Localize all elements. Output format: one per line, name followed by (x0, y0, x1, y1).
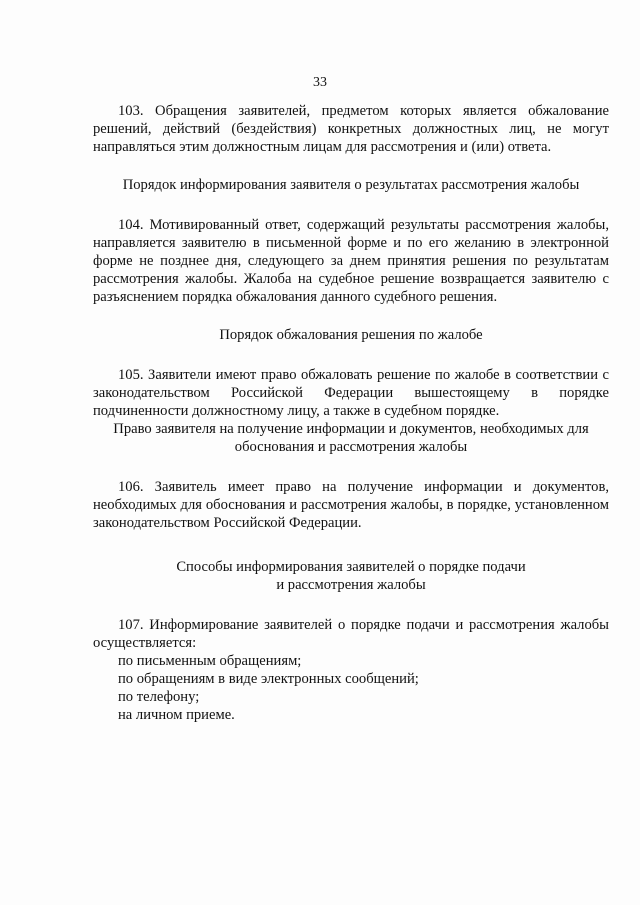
section-heading-informing-results: Порядок информирования заявителя о результатах рассмотрения жалобы (122, 177, 580, 193)
list-item: на личном приеме. (118, 707, 235, 723)
list-item: по телефону; (118, 689, 200, 705)
list-item: по письменным обращениям; (118, 653, 302, 669)
section-heading-line: и рассмотрения жалобы (276, 577, 426, 593)
paragraph-106: 106. Заявитель имеет право на получение информации и документов, необходимых для обоснования и рассмотрения жалобы, в порядке, установленном законодательством Российской Федерации. (93, 479, 609, 531)
section-heading-informing-methods (93, 558, 609, 594)
paragraph-103: 103. Обращения заявителей, предметом которых является обжалование решений, действий (бездействия) конкретных должностных лиц, не могут направляться этим должностным лицам для рассмотрения и (или) ответа. (93, 103, 609, 155)
list-item: по обращениям в виде электронных сообщений; (118, 671, 419, 687)
section-heading-appeal-decision: Порядок обжалования решения по жалобе (219, 327, 483, 343)
section-heading-right-to-information (93, 420, 609, 456)
section-heading-line: обоснования и рассмотрения жалобы (234, 439, 468, 455)
paragraph-107: 107. Информирование заявителей о порядке подачи и рассмотрения жалобы осуществляется: (93, 617, 609, 651)
section-heading-line: Способы информирования заявителей о порядке подачи (176, 559, 526, 575)
document-body (93, 102, 609, 724)
page-number: 33 (313, 75, 327, 90)
paragraph-104: 104. Мотивированный ответ, содержащий результаты рассмотрения жалобы, направляется заявителю в письменной форме и по его желанию в электронной форме не позднее дня, следующего за днем принятия решения по результатам рассмотрения жалобы. Жалоба на судебное решение возвращается заявителю с разъяснением порядка обжалования данного судебного решения. (93, 217, 609, 305)
paragraph-105: 105. Заявители имеют право обжаловать решение по жалобе в соответствии с законодательством Российской Федерации вышестоящему в порядке подчиненности должностному лицу, а также в судебном порядке. (93, 367, 609, 419)
section-heading-line: Право заявителя на получение информации и документов, необходимых для (113, 421, 589, 437)
